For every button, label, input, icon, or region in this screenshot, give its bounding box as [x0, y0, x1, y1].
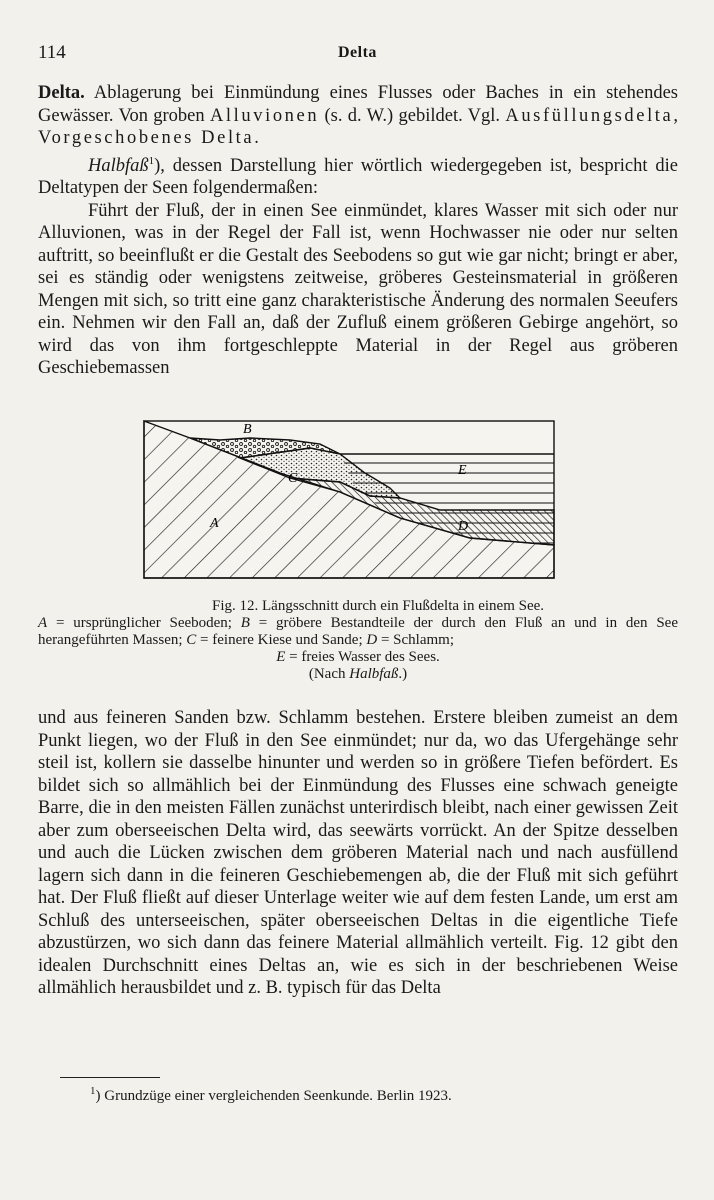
paragraph-body-2: und aus feineren Sanden bzw. Schlamm bestehen. Erstere bleiben zumeist an dem Punkt liegen, wo der Fluß in den See einmündet; nur da, wo das Ufergehänge sehr steil ist, kollern sie dasselbe hinunter und werden so in größere Tiefen befördert. Es bildet sich so allmählich bei der Einmündung des Flusses eine schwach geneigte Barre, die in den meisten Fällen zunächst unterirdisch bleibt, nach einer gewissen Zeit aber zum oberseeischen Delta wird, das seewärts vorrückt. An der Spitze desselben und auch die Lücken zwischen dem gröberen Material nach und nach ausfüllend lagern sich dann in die feineren Geschiebemengen ab, die der Fluß mit sich geführt hat. Der Fluß fließt auf dieser Unterlage weiter wie auf dem festen Lande, um erst am Schluß des unterseeischen, später oberseeischen Deltas in die eigentliche Tiefe abzustürzen, wo sich dann das feinere Material allmählich verteilt. Fig. 12 gibt den idealen Durchschnitt eines Deltas an, wie es sich in der beschriebenen Weise allmählich herausbildet und z. B. typisch für das Delta	[38, 708, 678, 998]
entry-keyword: Delta.	[38, 83, 85, 103]
cross-ref-ausfuellungsdelta: Ausfüllungsdelta	[505, 105, 674, 126]
caption-title: Fig. 12. Längsschnitt durch ein Flußdelta in einem See.	[211, 598, 545, 614]
paragraph-body-1: Führt der Fluß, der in einen See einmündet, klares Wasser mit sich oder nur Alluvionen, was in der Regel der Fall ist, wenn Hochwasser nie oder nur selten auftritt, so beeinflußt er die Gestalt des Seebodens so gut wie gar nicht; bringt er aber, sei es ständig oder wenigstens zeitweise, gröberes Gesteinsmaterial in größeren Mengen mit sich, so tritt eine ganz charakteristische Änderung des normalen Seeufers ein. Nehmen wir den Fall an, daß der Zufluß einem größeren Gebirge angehört, so wird das von ihm fortgeschleppte Material in der Regel aus gröberen Geschiebemassen	[38, 200, 678, 379]
cross-ref-vorgeschobenes-delta: Vorgeschobenes Delta	[38, 128, 255, 148]
caption-source: (Nach Halbfaß.)	[308, 666, 408, 682]
body-block-2	[38, 707, 678, 1000]
author-name: Halbfaß	[88, 155, 149, 176]
figure-label-d: D	[458, 519, 469, 534]
figure-label-c: C	[288, 471, 298, 486]
page-header	[38, 42, 674, 66]
footnote: $^1$) Grundzüge einer vergleichenden Seenkunde. Berlin 1923.	[90, 1085, 452, 1104]
entry-block	[38, 82, 678, 380]
caption-legend: A = ursprünglicher Seeboden; B = gröbere Bestandteile der durch den Fluß an und in den See herangeführten Massen; C = feinere Kiese und Sande; D = Schlamm; E = freies Wasser des Sees.	[38, 615, 678, 665]
entry-definition: Delta. Ablagerung bei Einmündung eines Flusses oder Baches in ein stehendes Gewässer. Von groben Alluvionen (s. d. W.) gebildet. Vgl. Ausfüllungsdelta, Vorgeschobenes Delta.	[38, 83, 678, 148]
figure-label-a: A	[210, 516, 219, 531]
page-number: 114	[38, 42, 66, 63]
running-head: Delta	[338, 44, 377, 61]
cross-ref-alluvionen: Alluvionen	[209, 105, 320, 126]
figure-label-e: E	[458, 463, 467, 478]
delta-cross-section-figure	[140, 418, 560, 583]
footnote-rule	[60, 1077, 160, 1078]
footnote-ref: 1	[148, 154, 155, 167]
figure-caption	[38, 598, 678, 683]
figure-label-b: B	[243, 422, 252, 437]
paragraph-intro: Halbfaß$^1$), dessen Darstellung hier wörtlich wiedergegeben ist, bespricht die Deltatypen der Seen folgendermaßen:	[38, 154, 678, 199]
